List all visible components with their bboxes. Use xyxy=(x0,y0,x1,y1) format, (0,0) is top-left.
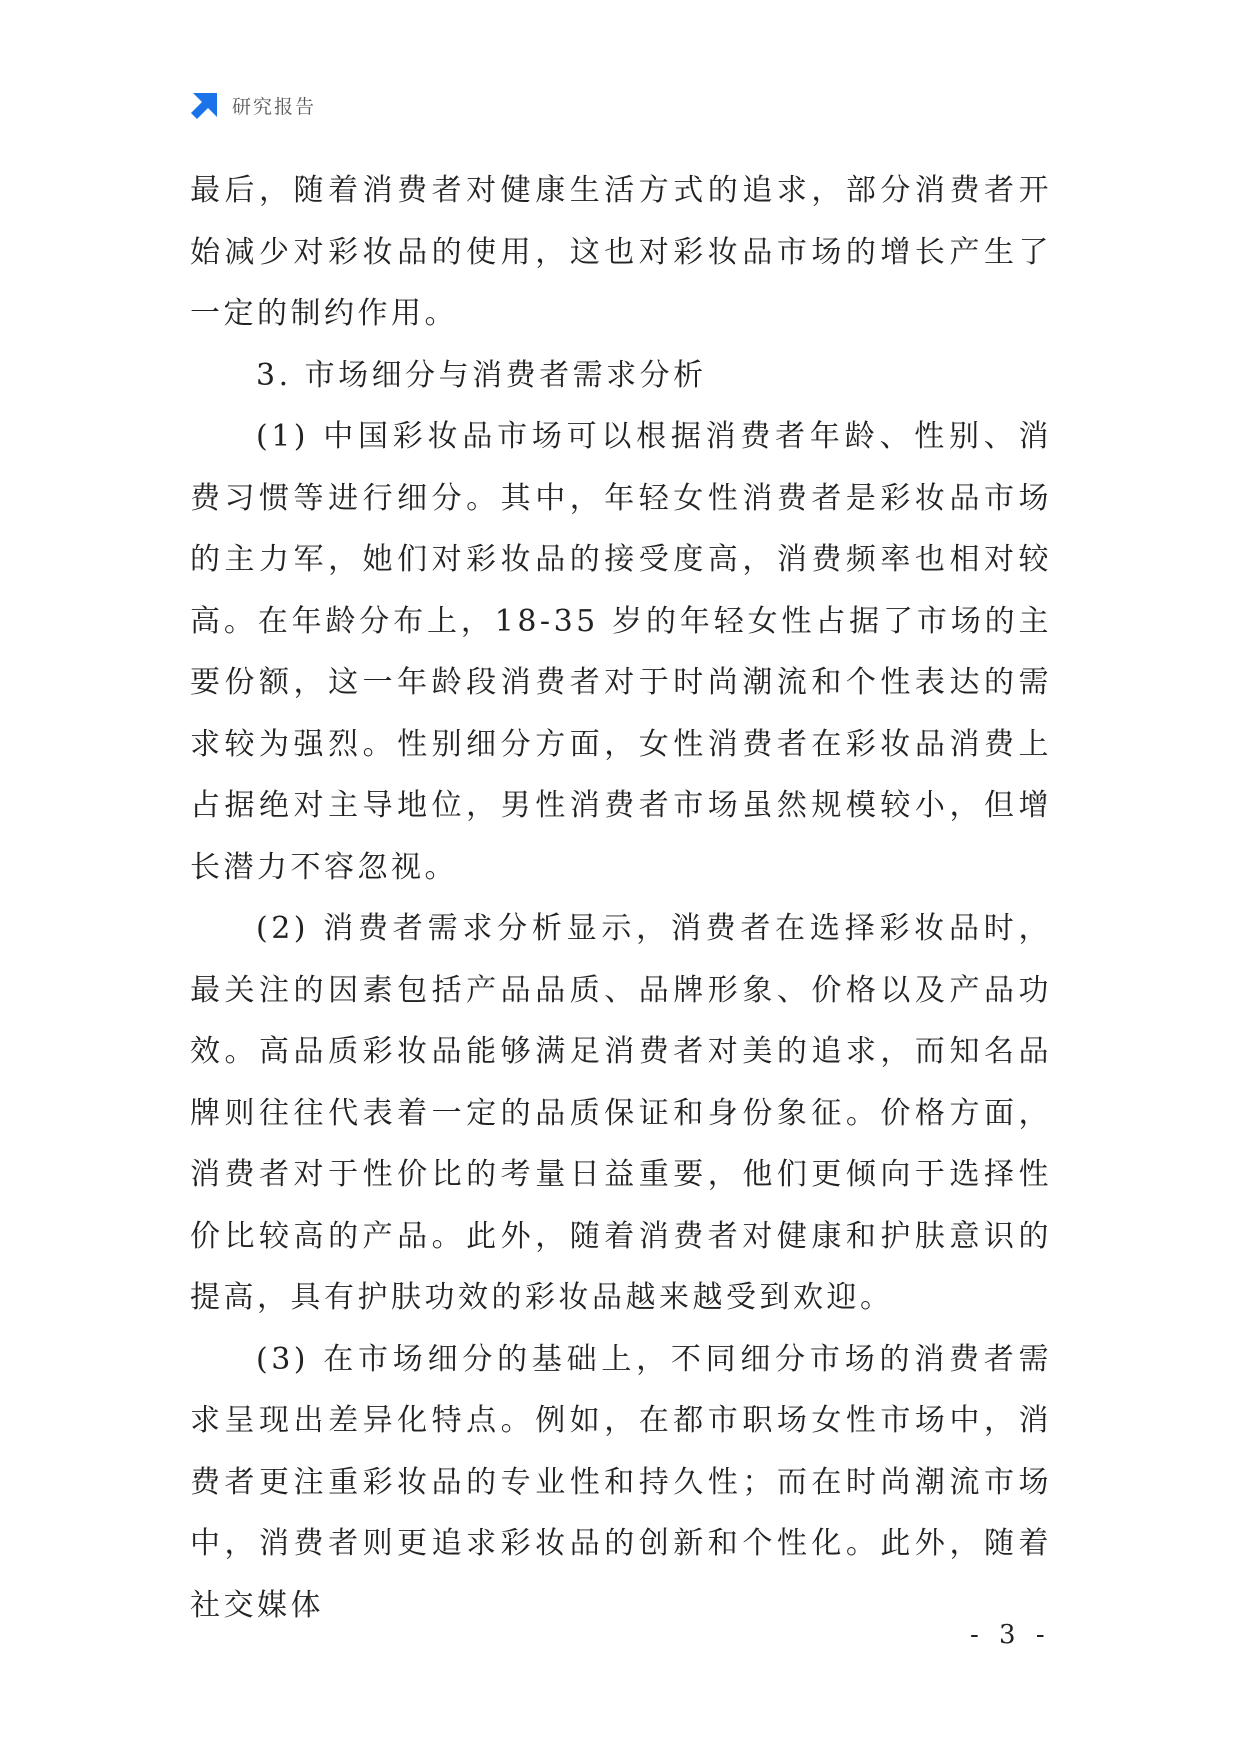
paragraph-3: (2) 消费者需求分析显示，消费者在选择彩妆品时，最关注的因素包括产品品质、品牌形象、价格以及产品功效。高品质彩妆品能够满足消费者对美的追求，而知名品牌则往往代表着一定的品质保证和身份象征。价格方面，消费者对于性价比的考量日益重要，他们更倾向于选择性价比较高的产品。此外，随着消费者对健康和护肤意识的提高，具有护肤功效的彩妆品越来越受到欢迎。 xyxy=(190,911,1052,1315)
paragraph-2: (1) 中国彩妆品市场可以根据消费者年龄、性别、消费习惯等进行细分。其中，年轻女性消费者是彩妆品市场的主力军，她们对彩妆品的接受度高，消费频率也相对较高。在年龄分布上，18-35 岁的年轻女性占据了市场的主要份额，这一年龄段消费者对于时尚潮流和个性表达的需求较为强烈。性别细分方面，女性消费者在彩妆品消费上占据绝对主导地位，男性消费者市场虽然规模较小，但增长潜力不容忽视。 xyxy=(190,419,1052,885)
section-heading: 3. 市场细分与消费者需求分析 xyxy=(256,357,707,393)
document-body xyxy=(190,160,1052,1636)
paragraph-1: 最后，随着消费者对健康生活方式的追求，部分消费者开始减少对彩妆品的使用，这也对彩妆品市场的增长产生了一定的制约作用。 xyxy=(190,173,1052,331)
paragraph-4: (3) 在市场细分的基础上，不同细分市场的消费者需求呈现出差异化特点。例如，在都市职场女性市场中，消费者更注重彩妆品的专业性和持久性；而在时尚潮流市场中，消费者则更追求彩妆品的创新和个性化。此外，随着社交媒体 xyxy=(190,1341,1052,1623)
page-number: - 3 - xyxy=(970,1620,1051,1650)
header-title: 研究报告 xyxy=(232,95,317,118)
page-header xyxy=(190,88,316,122)
arrow-up-right-logo-icon xyxy=(190,90,220,120)
